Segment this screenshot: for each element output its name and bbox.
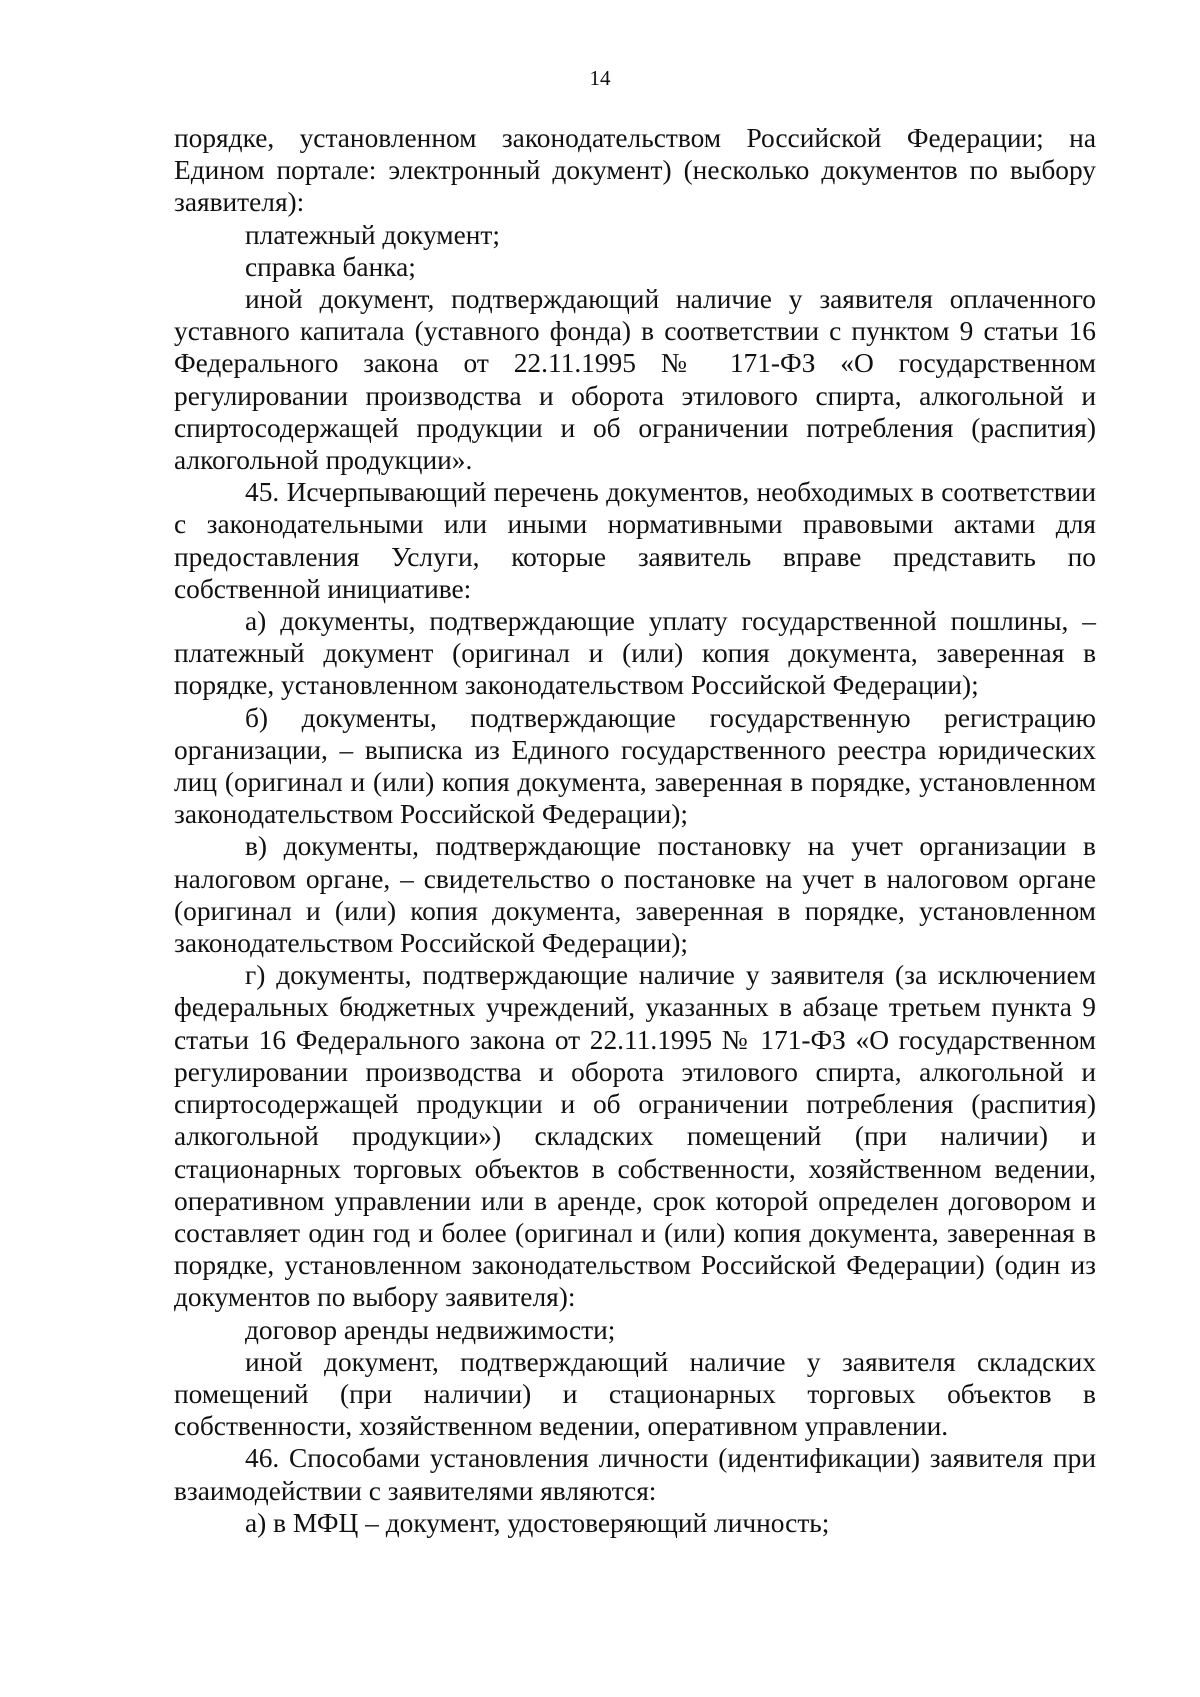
paragraph-46: 46. Способами установления личности (идентификации) заявителя при взаимодействии с заявителями являются: (174, 1443, 1096, 1506)
paragraph-46-a: а) в МФЦ – документ, удостоверяющий личность; (245, 1507, 830, 1538)
paragraph-45-v: в) документы, подтверждающие постановку на учет организации в налоговом органе, – свидетельство о постановке на учет в налоговом органе (оригинал и (или) копия документа, заверенная в порядке, установленном законодательством Российской Федерации); (174, 831, 1096, 959)
list-item-bank-statement: справка банка; (245, 251, 416, 282)
paragraph-45-a: а) документы, подтверждающие уплату государственной пошлины, – платежный документ (оригинал и (или) копия документа, заверенная в порядке, установленном законодательством Российской Федерации); (174, 606, 1096, 701)
document-body (174, 122, 1096, 1539)
paragraph-45: 45. Исчерпывающий перечень документов, необходимых в соответствии с законодательными или иными нормативными правовыми актами для предоставления Услуги, которые заявитель вправе представить по собственной инициативе: (174, 477, 1096, 604)
page-number: 14 (589, 66, 611, 90)
paragraph-continuation: порядке, установленном законодательством Российской Федерации; на Едином портале: электронный документ) (несколько документов по выбору заявителя): (174, 123, 1096, 218)
paragraph-45-b: б) документы, подтверждающие государственную регистрацию организации, – выписка из Единого государственного реестра юридических лиц (оригинал и (или) копия документа, заверенная в порядке, установленном законодательством Российской Федерации); (174, 702, 1096, 830)
list-item-payment-document: платежный документ; (245, 219, 501, 250)
list-item-other-document: иной документ, подтверждающий наличие у заявителя оплаченного уставного капитала (уставного фонда) в соответствии с пунктом 9 статьи 16 Федерального закона от 22.11.1995 № 171-ФЗ «О государственном регулировании производства и оборота этилового спирта, алкогольной и спиртосодержащей продукции и об ограничении потребления (распития) алкогольной продукции». (174, 284, 1096, 476)
list-item-other-ownership-document: иной документ, подтверждающий наличие у заявителя складских помещений (при наличии) и стационарных торговых объектов в собственности, хозяйственном ведении, оперативном управлении. (174, 1346, 1096, 1442)
paragraph-45-g: г) документы, подтверждающие наличие у заявителя (за исключением федеральных бюджетных учреждений, указанных в абзаце третьем пункта 9 статьи 16 Федерального закона от 22.11.1995 № 171-ФЗ «О государственном регулировании производства и оборота этилового спирта, алкогольной и спиртосодержащей продукции и об ограничении потребления (распития) алкогольной продукции») складских помещений (при наличии) и стационарных торговых объектов в собственности, хозяйственном ведении, оперативном управлении или в аренде, срок которой определен договором и составляет один год и более (оригинал и (или) копия документа, заверенная в порядке, установленном законодательством Российской Федерации) (один из документов по выбору заявителя): (174, 960, 1096, 1313)
list-item-lease-agreement: договор аренды недвижимости; (245, 1314, 616, 1345)
